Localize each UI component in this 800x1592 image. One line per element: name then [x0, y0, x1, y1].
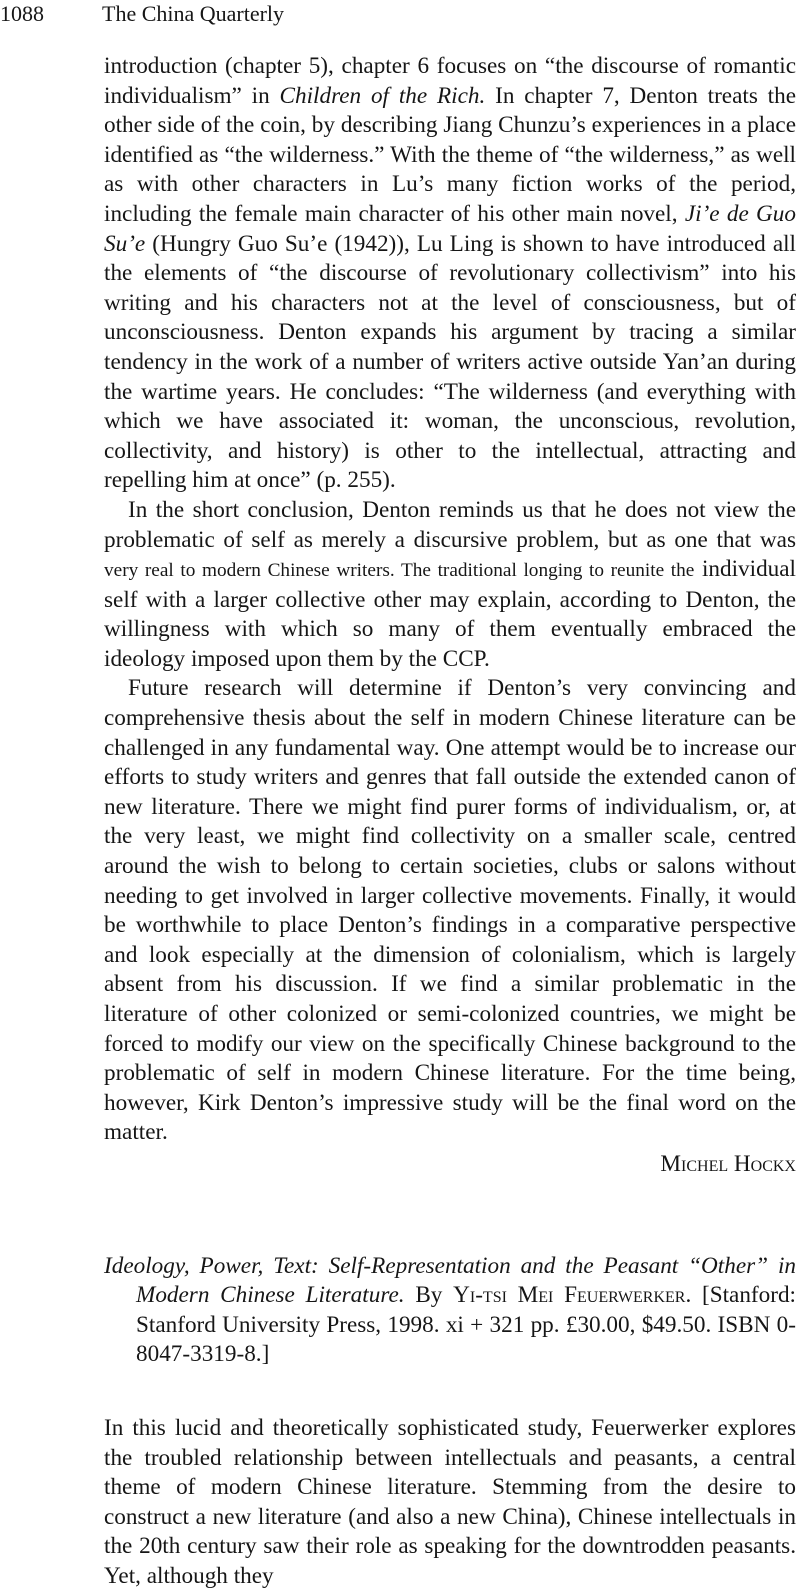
book-author: Yi-tsi Mei Feuerwerker [453, 1282, 686, 1309]
publication-details: . [Stanford: Stanford University Press, 1998. xi + 321 pp. £30.00, $49.50. ISBN 0-8047-3319-8.] [136, 1282, 797, 1368]
review-body-paragraph: In this lucid and theoretically sophisticated study, Feuerwerker explores the troubled relationship between intellectuals and peasants, a central theme of modern Chinese literature. Stemming from the desire to construct a new literature (and also a new China), Chinese intellectuals in the 20th century saw their role as speaking for the downtrodden peasants. Yet, although they [104, 1414, 796, 1589]
book-title: Ideology, Power, Text: Self-Representation and the Peasant “Other” in Modern Chinese Literature. [104, 1252, 796, 1309]
page-number: 1088 [0, 1, 44, 26]
text-column [104, 52, 796, 1592]
journal-title: The China Quarterly [102, 1, 285, 26]
review-paragraph-1: introduction (chapter 5), chapter 6 focuses on “the discourse of romantic individualism” in Children of the Rich. In chapter 7, Denton treats the other side of the coin, by describing Jiang Chunzu’s experiences in a place identified as “the wilderness.” With the theme of “the wilderness,” as well as with other characters in Lu’s many fiction works of the period, including the female main character of his other main novel, Ji’e de Guo Su’e (Hungry Guo Su’e (1942)), Lu Ling is shown to have introduced all the elements of “the discourse of revolutionary collectivism” into his writing and his characters not at the level of consciousness, but of unconsciousness. Denton expands his argument by tracing a similar tendency in the work of a number of writers active outside Yan’an during the wartime years. He concludes: “The wilderness (and everything with which we have associated it: woman, the unconscious, revolution, collectivity, and history) is other to the intellectual, attracting and repelling him at once” (p. 255). [104, 53, 797, 494]
review-paragraph-3: Future research will determine if Denton’s very convincing and comprehensive thesis about the self in modern Chinese literature can be challenged in any fundamental way. One attempt would be to increase our efforts to study writers and genres that fall outside the extended canon of new literature. There we might find purer forms of individualism, or, at the very least, we might find collectivity on a smaller scale, centred around the wish to belong to certain societies, clubs or salons without needing to get involved in larger collective movements. Finally, it would be worthwhile to place Denton’s findings in a comparative perspective and look especially at the dimension of colonialism, which is largely absent from his discussion. If we find a similar problematic in the literature of other colonized or semi-colonized countries, we might be forced to modify our view on the specifically Chinese background to the problematic of self in modern Chinese literature. For the time being, however, Kirk Denton’s impressive study will be the final word on the matter. [104, 675, 796, 1146]
book-review-heading: Ideology, Power, Text: Self-Representation and the Peasant “Other” in Modern Chinese Literature. By Yi-tsi Mei Feuerwerker. [Stanford: Stanford University Press, 1998. xi + 321 pp. £30.00, $49.50. ISBN 0-8047-3319-8.] [104, 1252, 797, 1368]
review-paragraph-2: In the short conclusion, Denton reminds us that he does not view the problematic of self as merely a discursive problem, but as one that was very real to modern Chinese writers. The traditional longing to reunite the individual self with a larger collective other may explain, according to Denton, the willingness with which so many of them eventually embraced the ideology imposed upon them by the CCP. [104, 496, 796, 672]
book-title-children-of-the-rich: Children of the Rich. [279, 82, 486, 109]
book-title-jie-de-guo-sue: Ji’e de Guo Su’e [104, 200, 796, 257]
reviewer-name: Michel Hockx [660, 1150, 796, 1177]
running-head [0, 0, 284, 28]
